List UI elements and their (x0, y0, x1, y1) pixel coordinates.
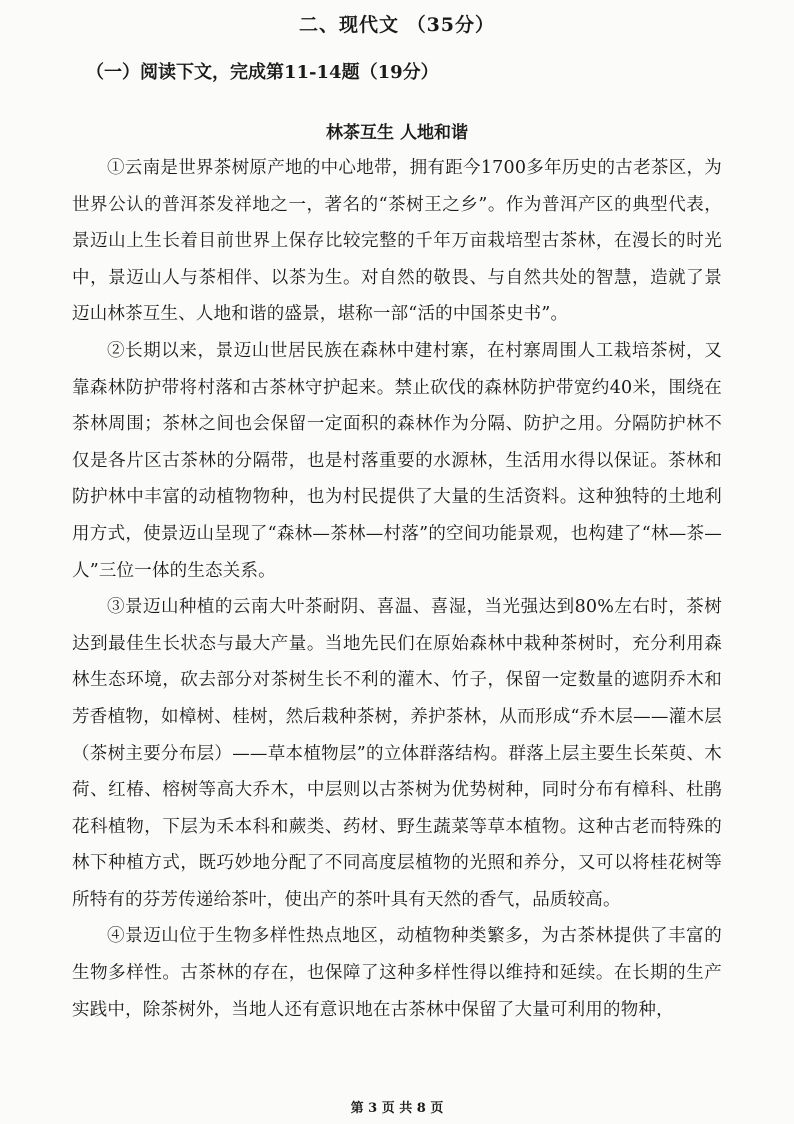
paragraph-1: ①云南是世界茶树原产地的中心地带，拥有距今1700多年历史的古老茶区，为世界公认的普洱茶发祥地之一，著名的“茶树王之乡”。作为普洱产区的典型代表，景迈山上生长着目前世界上保存比较完整的千年万亩栽培型古茶林，在漫长的时光中，景迈山人与茶相伴、以茶为生。对自然的敬畏、与自然共处的智慧，造就了景迈山林茶互生、人地和谐的盛景，堪称一部“活的中国茶史书”。 (72, 158, 722, 325)
paragraph-3: ③景迈山种植的云南大叶茶耐阴、喜温、喜湿，当光强达到80%左右时，茶树达到最佳生长状态与最大产量。当地先民们在原始森林中栽种茶树时，充分利用森林生态环境，砍去部分对茶树生长不利的灌木、竹子，保留一定数量的遮阴乔木和芳香植物，如樟树、桂树，然后栽种茶树，养护茶林，从而形成“乔木层——灌木层（茶树主要分布层）——草本植物层”的立体群落结构。群落上层主要生长茱萸、木荷、红椿、榕树等高大乔木，中层则以古茶树为优势树种，同时分布有樟科、杜鹃花科植物，下层为禾本科和蕨类、药材、野生蔬菜等草本植物。这种古老而特殊的林下种植方式，既巧妙地分配了不同高度层植物的光照和养分，又可以将桂花树等所特有的芬芳传递给茶叶，使出产的茶叶具有天然的香气，品质较高。 (72, 597, 722, 910)
section-heading: 二、现代文 （35分） (298, 14, 496, 36)
article-body (72, 150, 722, 1028)
paragraph-2: ②长期以来，景迈山世居民族在森林中建村寨，在村寨周围人工栽培茶树，又靠森林防护带将村落和古茶林守护起来。禁止砍伐的森林防护带宽约40米，围绕在茶林周围；茶林之间也会保留一定面积的森林作为分隔、防护之用。分隔防护林不仅是各片区古茶林的分隔带，也是村落重要的水源林，生活用水得以保证。茶林和防护林中丰富的动植物物种，也为村民提供了大量的生活资料。这种独特的土地利用方式，使景迈山呈现了“森林—茶林—村落”的空间功能景观，也构建了“林—茶—人”三位一体的生态关系。 (72, 340, 722, 581)
article-title: 林茶互生 人地和谐 (326, 123, 468, 143)
page-number: 第 3 页 共 8 页 (350, 1101, 444, 1116)
subsection-heading: （一）阅读下文，完成第11-14题（19分） (86, 62, 439, 83)
paragraph-4: ④景迈山位于生物多样性热点地区，动植物种类繁多，为古茶林提供了丰富的生物多样性。古茶林的存在，也保障了这种多样性得以维持和延续。在长期的生产实践中，除茶树外，当地人还有意识地在古茶林中保留了大量可利用的物种， (72, 926, 722, 1020)
